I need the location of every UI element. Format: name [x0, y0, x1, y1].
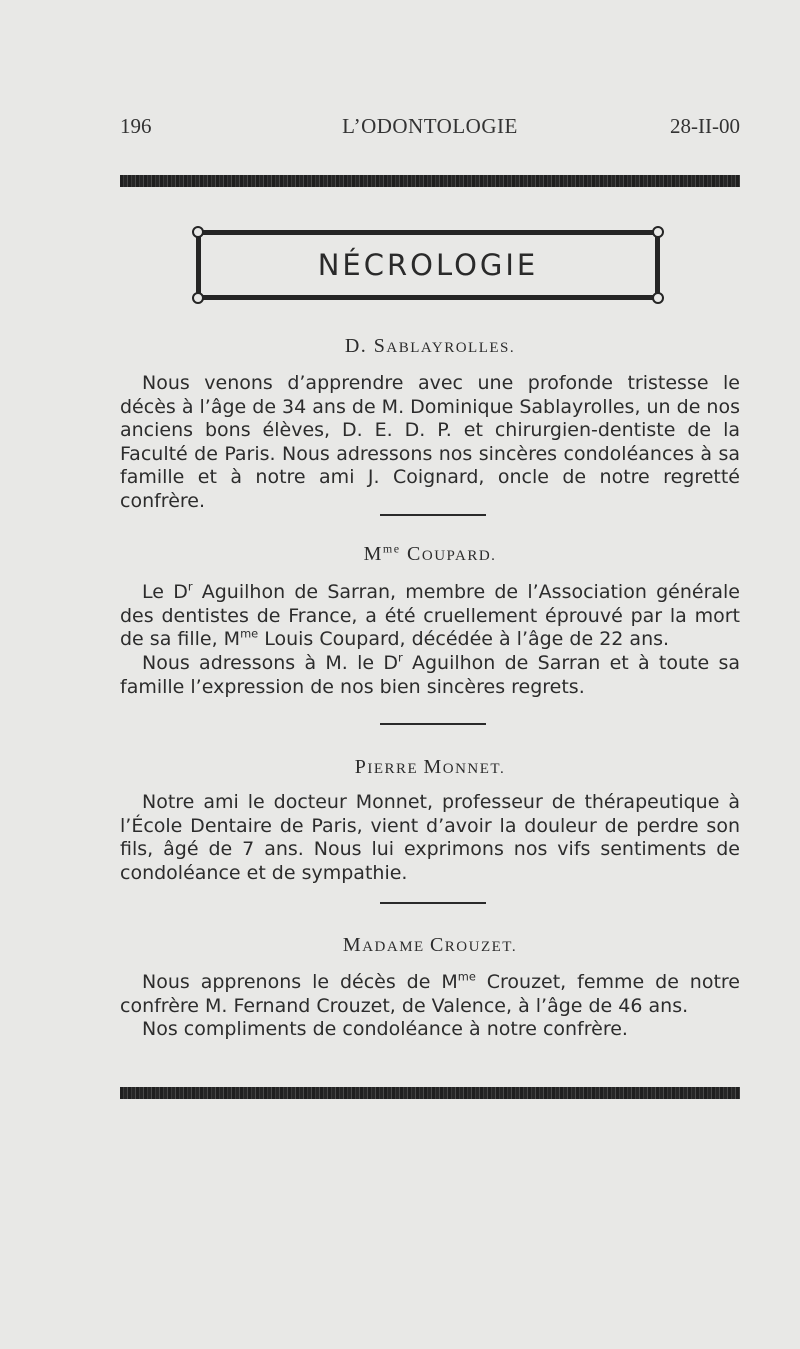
entry-heading-crouzet: MADAME CROUZET. — [342, 934, 518, 956]
issue-date: 28-II-00 — [670, 114, 740, 138]
entry-text-coupard-1: Le $D^r$ Aguilhon de Sarran, membre de l’Association générale des dentistes de France, a été cruellement éprouvé par la mort de sa fille, $M^{me}$ Louis Coupard, décédée à l’âge de 22 ans. — [120, 579, 740, 651]
entry-separator — [380, 902, 486, 904]
corner-ornament — [192, 292, 204, 304]
entry-text-crouzet-2: Nos compliments de condoléance à notre confrère. — [142, 1018, 628, 1040]
entry-heading-sablayrolles: D. SABLAYROLLES. — [344, 335, 516, 357]
entry-heading-monnet: PIERRE MONNET. — [354, 756, 506, 778]
entry-separator — [380, 514, 486, 516]
section-title: NÉCROLOGIE — [317, 248, 539, 282]
page-number: 196 — [120, 114, 152, 138]
corner-ornament — [192, 226, 204, 238]
bottom-ornamental-rule — [120, 1087, 740, 1099]
running-head — [120, 114, 740, 144]
journal-title: L’ODONTOLOGIE — [342, 114, 518, 138]
entry-heading-coupard: $M^{me}$ COUPARD. — [363, 541, 497, 565]
entry-text-crouzet-1: Nous apprenons le décès de $M^{me}$ Crouzet, femme de notre confrère M. Fernand Crouzet, de Valence, à l’âge de 46 ans. — [120, 969, 740, 1017]
entry-text-monnet: Notre ami le docteur Monnet, professeur de thérapeutique à l’École Dentaire de Paris, vient d’avoir la douleur de perdre son fils, âgé de 7 ans. Nous lui exprimons nos vifs sentiments de condoléance et de sympathie. — [120, 791, 740, 884]
entry-text-coupard-2: Nous adressons à M. le $D^r$ Aguilhon de Sarran et à toute sa famille l’expression de nos bien sincères regrets. — [120, 650, 740, 698]
corner-ornament — [652, 226, 664, 238]
entry-text-sablayrolles: Nous venons d’apprendre avec une profonde tristesse le décès à l’âge de 34 ans de M. Dominique Sablayrolles, un de nos anciens bons élèves, D. E. D. P. et chirurgien-dentiste de la Faculté de Paris. Nous adressons nos sincères condoléances à sa famille et à notre ami J. Coignard, oncle de notre regretté confrère. — [120, 372, 740, 512]
section-title-frame — [192, 226, 664, 304]
top-ornamental-rule — [120, 175, 740, 187]
corner-ornament — [652, 292, 664, 304]
entry-separator — [380, 723, 486, 725]
